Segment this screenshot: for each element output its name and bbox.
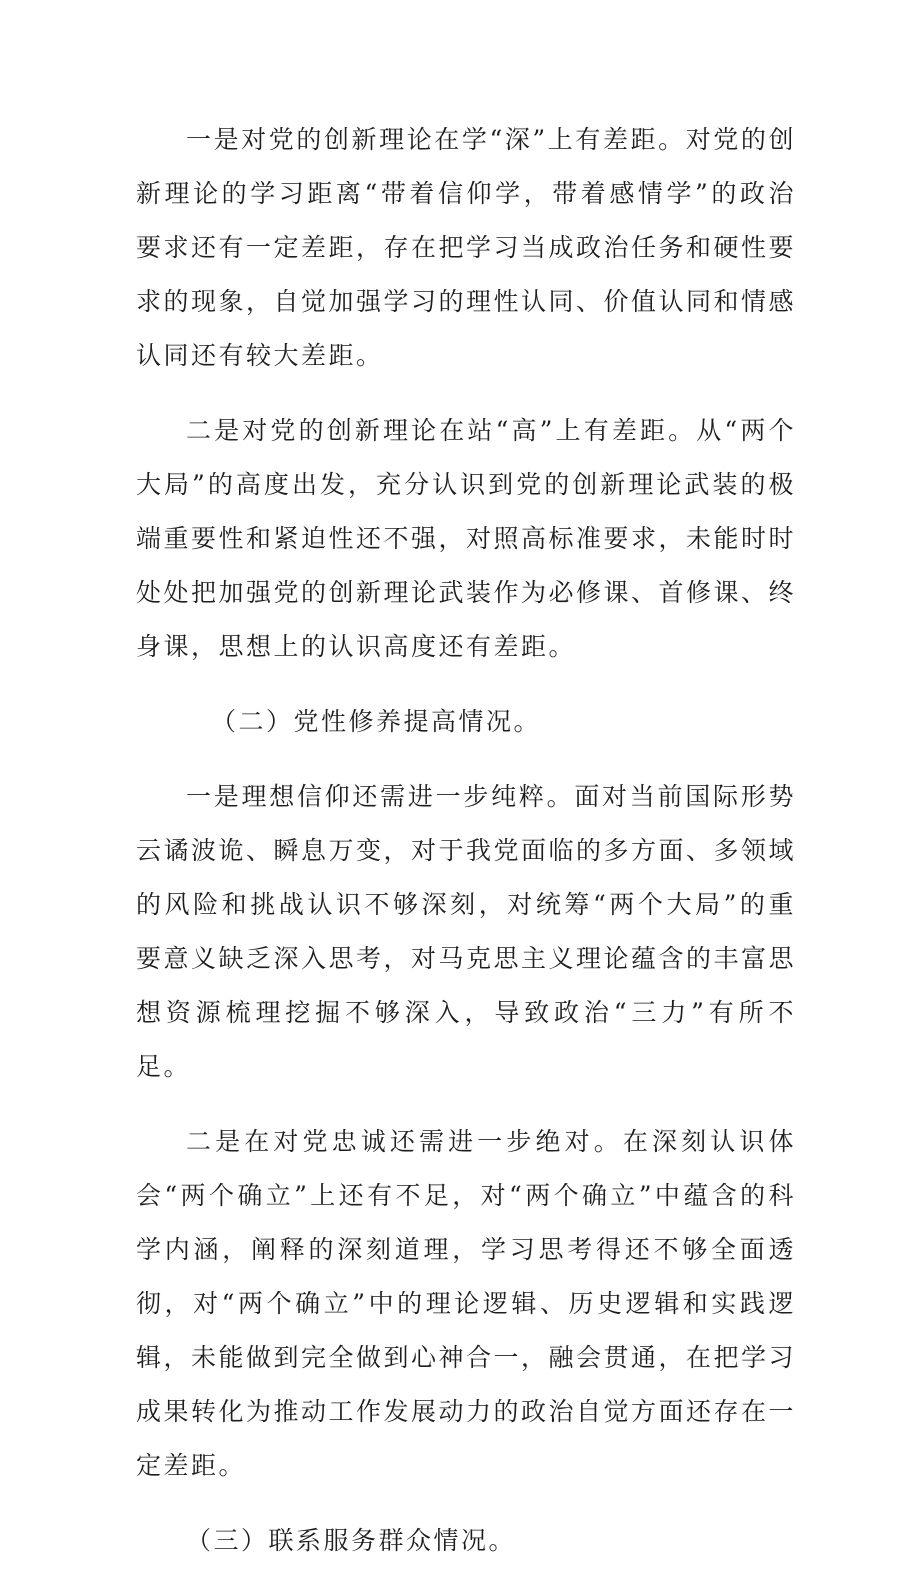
document-body — [136, 113, 796, 1589]
paragraph-study-depth-gap: 一是对党的创新理论在学“深”上有差距。对党的创新理论的学习距离“带着信仰学，带着感情学”的政治要求还有一定差距，存在把学习当成政治任务和硬性要求的现象，自觉加强学习的理性认同、价值认同和情感认同还有较大差距。 — [136, 125, 797, 370]
section-heading-party-spirit: （二）党性修养提高情况。 — [211, 707, 542, 736]
section-heading-serving-masses: （三）联系服务群众情况。 — [186, 1526, 517, 1555]
paragraph-standpoint-height-gap: 二是对党的创新理论在站“高”上有差距。从“两个大局”的高度出发，充分认识到党的创新理论武装的极端重要性和紧迫性还不强，对照高标准要求，未能时时处处把加强党的创新理论武装作为必修课、首修课、终身课，思想上的认识高度还有差距。 — [136, 416, 797, 661]
paragraph-loyalty-to-party: 二是在对党忠诚还需进一步绝对。在深刻认识体会“两个确立”上还有不足，对“两个确立”中蕴含的科学内涵，阐释的深刻道理，学习思考得还不够全面透彻，对“两个确立”中的理论逻辑、历史逻辑和实践逻辑，未能做到完全做到心神合一，融会贯通，在把学习成果转化为推动工作发展动力的政治自觉方面还存在一定差距。 — [136, 1127, 797, 1480]
paragraph-ideals-faith: 一是理想信仰还需进一步纯粹。面对当前国际形势云谲波诡、瞬息万变，对于我党面临的多方面、多领域的风险和挑战认识不够深刻，对统筹“两个大局”的重要意义缺乏深入思考，对马克思主义理论蕴含的丰富思想资源梳理挖掘不够深入，导致政治“三力”有所不足。 — [136, 782, 797, 1081]
